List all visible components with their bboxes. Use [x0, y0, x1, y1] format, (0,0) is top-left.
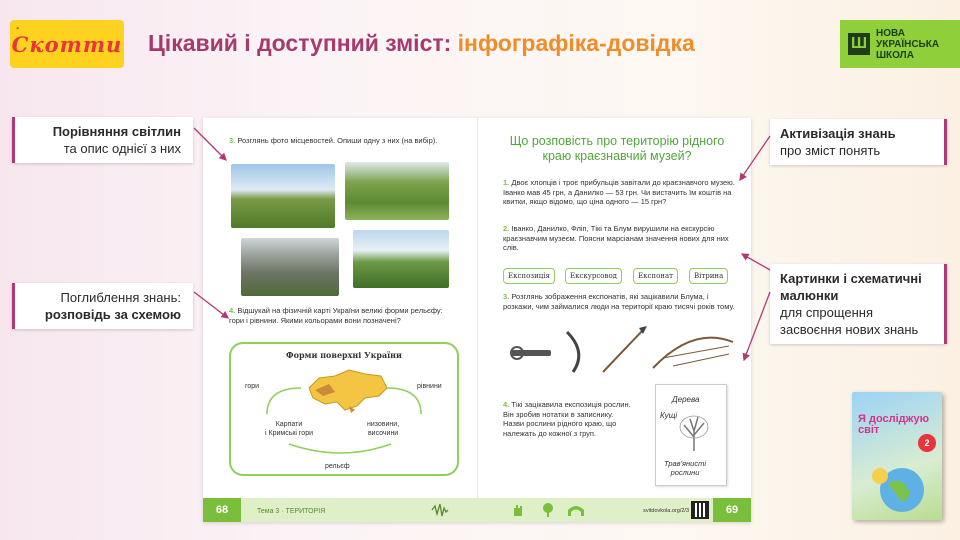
left-task-3: [229, 136, 459, 146]
callout-text: засвоєння нових знань: [780, 322, 919, 337]
task-number: 4.: [503, 400, 510, 409]
callout-bold: малюнки: [780, 288, 839, 303]
nus-line: НОВА: [876, 27, 905, 39]
qr-code-icon: [691, 501, 709, 519]
notebook-illustration: [655, 384, 727, 486]
photo-hills: [231, 164, 335, 228]
callout-text: Поглиблення знань:: [60, 290, 181, 305]
right-task-3: [503, 292, 735, 311]
nus-mark-icon: Ш: [848, 33, 870, 55]
task-text: Розглянь фото місцевостей. Опиши одну з них (на вибір).: [237, 136, 438, 145]
title-main: Цікавий і доступний зміст:: [148, 30, 458, 56]
label-relief: рельєф: [325, 463, 350, 470]
theme-label: Тема 3 · ТЕРИТОРІЯ: [257, 508, 326, 515]
page-number-left: 68: [203, 498, 241, 522]
notebook-trees: Дерева: [672, 395, 700, 404]
callout-bold: Картинки і схематичні: [780, 271, 922, 286]
cover-grade-badge: 2: [918, 434, 936, 452]
textbook-spread: [203, 118, 751, 522]
task-text: Тікі зацікавила експозиція рослин. Він зробив нотатки в записнику. Назви рослини рідного краю, що належать до кожної з груп.: [503, 400, 631, 438]
gutter-divider: [477, 118, 478, 498]
nus-text: [876, 28, 939, 61]
right-task-2: [503, 224, 735, 253]
callout-bold: розповідь за схемою: [44, 307, 181, 322]
slide-title: [148, 30, 695, 57]
callout-deepening: [12, 283, 193, 329]
nus-line: УКРАЇНСЬКА: [876, 38, 940, 50]
tree-footer-icon: [539, 502, 557, 518]
diagram-arrows: [231, 344, 457, 474]
callout-bold: Активізація знань: [780, 126, 896, 141]
task-number: 4.: [229, 306, 236, 315]
right-task-1: [503, 178, 735, 207]
cover-title: Я досліджую світ: [858, 413, 929, 436]
callout-text: та опис однієї з них: [63, 141, 181, 156]
nus-line: ШКОЛА: [876, 49, 914, 61]
task-text: Відшукай на фізичній карті України великі форми рельєфу: гори і рівнини. Якими кольорами вони позначені?: [229, 306, 443, 325]
skotty-logo: [10, 20, 124, 68]
label-mountains: гори: [245, 383, 260, 390]
photo-mountains: [353, 230, 449, 288]
nus-logo: [840, 20, 960, 68]
logo-brand-text: Скотти: [11, 31, 123, 57]
task-text: Розглянь зображення експонатів, які зацікавили Блума, і розкажи, чим займалися люди на території краю тисячі років тому.: [503, 292, 735, 311]
callout-text: для спрощення: [780, 305, 873, 320]
notebook-grasses: Трав'янисті рослини: [664, 459, 706, 477]
right-page-heading: Що розповість про територію рідного краю краєзнавчий музей?: [509, 134, 725, 163]
cover-illustration: [862, 456, 932, 516]
photo-forest: [345, 162, 449, 220]
callout-activation: [770, 119, 947, 165]
bridge-icon: [567, 502, 585, 518]
title-accent: інфографіка-довідка: [457, 30, 695, 56]
label-plains: рівнини: [417, 383, 442, 390]
word-guide: Екскурсовод: [565, 268, 622, 284]
hand-icon: [509, 502, 527, 518]
artifacts-illustration: [503, 322, 739, 378]
task-number: 3.: [503, 292, 510, 301]
task-text: Іванко, Данилко, Фліп, Тікі та Блум вирушили на екскурсію краєзнавчим музеєм. Поясни марсіанам значення нових для них слів.: [503, 224, 729, 252]
word-exposition: Експозиція: [503, 268, 555, 284]
soundwave-icon: [431, 502, 449, 518]
notebook-shrubs: Кущі: [660, 411, 678, 420]
diagram-title: Форми поверхні України: [286, 350, 402, 360]
callout-bold: Порівняння світлин: [52, 124, 181, 139]
relief-diagram: [229, 342, 459, 476]
word-exhibit: Експонат: [633, 268, 678, 284]
task-number: 1.: [503, 178, 510, 187]
left-task-4: [229, 306, 459, 325]
tree-icon: [674, 413, 714, 453]
label-carpathians: Карпати і Кримські гори: [265, 421, 313, 437]
footer-url: svitdovkola.org/2/3: [643, 508, 689, 514]
task-number: 3.: [229, 136, 236, 145]
callout-pictures: [770, 264, 947, 344]
right-task-4: [503, 400, 633, 438]
callout-photo-comparison: [12, 117, 193, 163]
photo-rocks: [241, 238, 339, 296]
label-lowlands: низовини, височини: [367, 421, 400, 437]
logo-tag-decoration: ✦: [14, 25, 22, 33]
callout-text: про зміст понять: [780, 143, 881, 158]
word-showcase: Вітрина: [689, 268, 728, 284]
page-number-right: 69: [713, 498, 751, 522]
task-text: Двоє хлопців і троє прибульців завітали до краєзнавчого музею. Іванко мав 45 грн, а Данилко — 53 грн. Чи вистачить їм коштів на квитки, якщо відомо, що ціна одного — 15 грн?: [503, 178, 735, 206]
textbook-cover: [852, 392, 942, 520]
task-number: 2.: [503, 224, 510, 233]
